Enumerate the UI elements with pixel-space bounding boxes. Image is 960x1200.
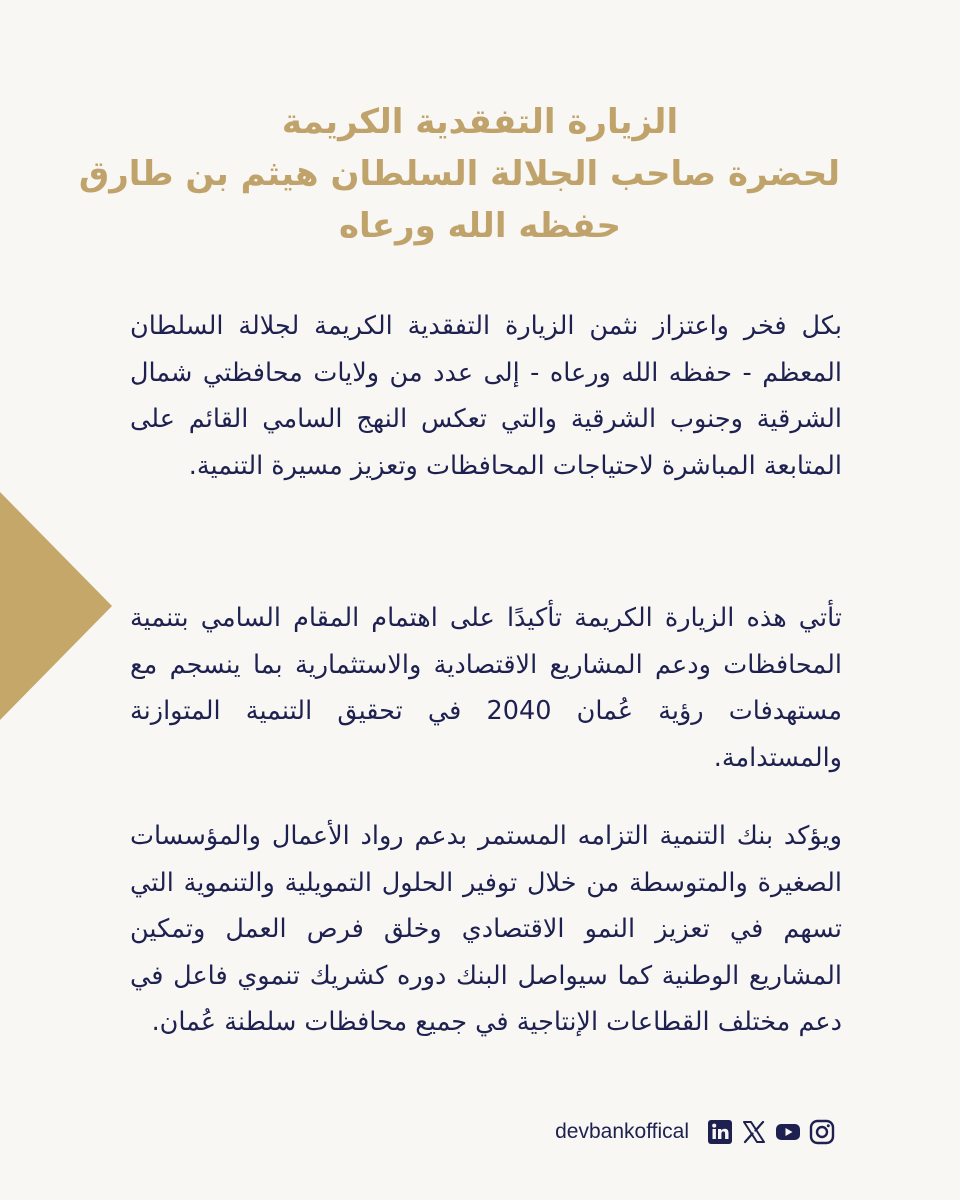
decorative-gold-triangle <box>0 492 112 720</box>
title-line-1: الزيارة التفقدية الكريمة <box>281 102 679 142</box>
social-handle[interactable]: devbankoffical <box>555 1120 689 1143</box>
title-block <box>78 96 840 252</box>
instagram-icon[interactable] <box>809 1119 835 1145</box>
title-line-3: حفظه الله ورعاه <box>338 206 622 246</box>
paragraph-1: بكل فخر واعتزاز نثمن الزيارة التفقدية الكريمة لجلالة السلطان المعظم - حفظه الله ورعاه - إلى عدد من ولايات محافظتي شمال الشرقية وجنوب الشرقية والتي تعكس النهج السامي القائم على المتابعة المباشرة لاحتياجات المحافظات وتعزيز مسيرة التنمية. <box>130 311 842 481</box>
youtube-icon[interactable] <box>775 1119 801 1145</box>
paragraph-2: تأتي هذه الزيارة الكريمة تأكيدًا على اهتمام المقام السامي بتنمية المحافظات ودعم المشاريع الاقتصادية والاستثمارية بما ينسجم مع مستهدفات رؤية عُمان 2040 في تحقيق التنمية المتوازنة والمستدامة. <box>130 603 842 773</box>
title-line-2: لحضرة صاحب الجلالة السلطان هيثم بن طارق <box>78 154 840 194</box>
paragraph-3: ويؤكد بنك التنمية التزامه المستمر بدعم رواد الأعمال والمؤسسات الصغيرة والمتوسطة من خلال توفير الحلول التمويلية والتنموية التي تسهم في تعزيز النمو الاقتصادي وخلق فرص العمل وتمكين المشاريع الوطنية كما سيواصل البنك دوره كشريك تنموي فاعل في دعم مختلف القطاعات الإنتاجية في جميع محافظات سلطنة عُمان. <box>130 821 842 1037</box>
social-footer <box>555 1114 835 1150</box>
x-icon[interactable] <box>741 1119 767 1145</box>
linkedin-icon[interactable] <box>707 1119 733 1145</box>
